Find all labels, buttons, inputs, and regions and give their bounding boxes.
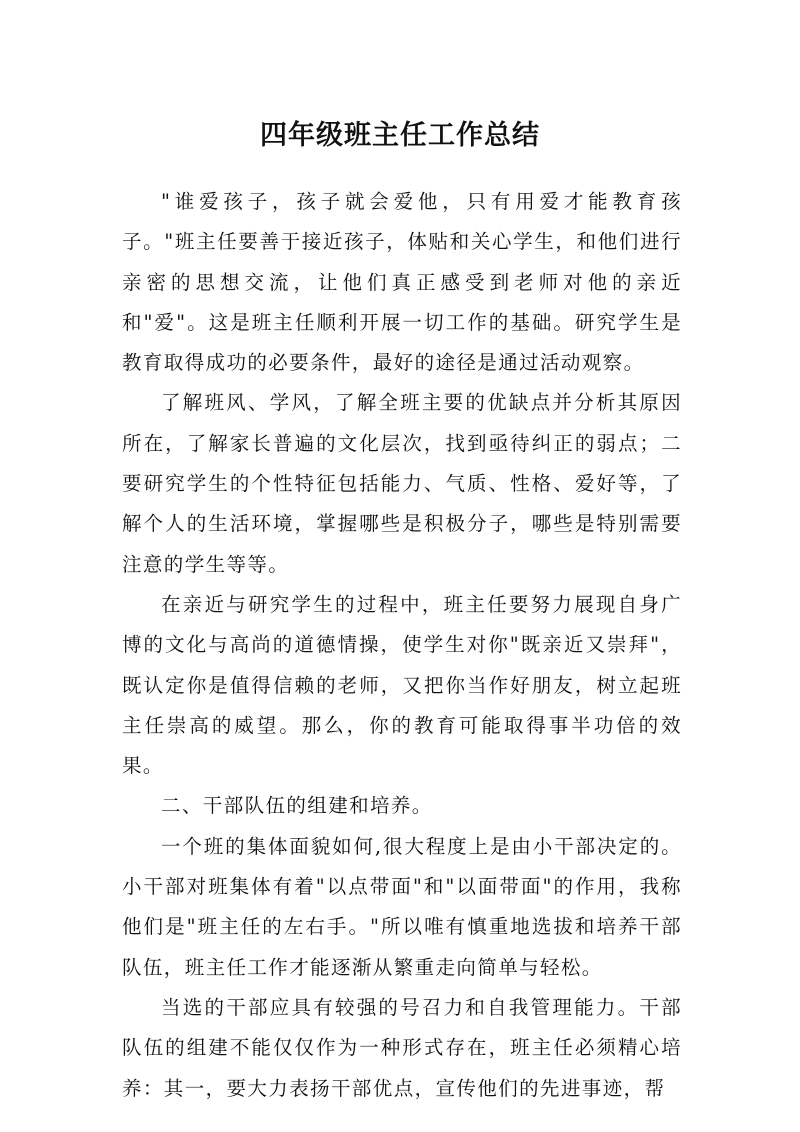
section-heading-cadre: 二、干部队伍的组建和培养。 (161, 794, 433, 818)
paragraph-cadre-role: 一个班的集体面貌如何,很大程度上是由小干部决定的。小干部对班集体有着"以点带面"和"以面带面"的作用，我称他们是"班主任的左右手。"所以唯有慎重地选拔和培养干部队伍，班主任工作才能逐渐从繁重走向简单与轻松。 (122, 834, 682, 979)
document-body (122, 182, 682, 1109)
document-title: 四年级班主任工作总结 (260, 120, 540, 152)
paragraph-study-class: 了解班风、学风，了解全班主要的优缺点并分析其原因所在，了解家长普遍的文化层次，找到亟待纠正的弱点；二要研究学生的个性特征包括能力、气质、性格、爱好等，了解个人的生活环境，掌握哪些是积极分子，哪些是特别需要注意的学生等等。 (122, 391, 682, 576)
paragraph-teacher-prestige: 在亲近与研究学生的过程中，班主任要努力展现自身广博的文化与高尚的道德情操，使学生对你"既亲近又崇拜"，既认定你是值得信赖的老师，又把你当作好朋友，树立起班主任崇高的威望。那么，你的教育可能取得事半功倍的效果。 (122, 592, 682, 778)
paragraph-cadre-training: 当选的干部应具有较强的号召力和自我管理能力。干部队伍的组建不能仅仅作为一种形式存在，班主任必须精心培养：其一，要大力表扬干部优点，宣传他们的先进事迹，帮 (122, 995, 682, 1100)
paragraph-love-students: "谁爱孩子，孩子就会爱他，只有用爱才能教育孩子。"班主任要善于接近孩子，体贴和关心学生，和他们进行亲密的思想交流，让他们真正感受到老师对他的亲近和"爱"。这是班主任顺利开展一切工作的基础。研究学生是教育取得成功的必要条件，最好的途径是通过活动观察。 (122, 190, 682, 375)
